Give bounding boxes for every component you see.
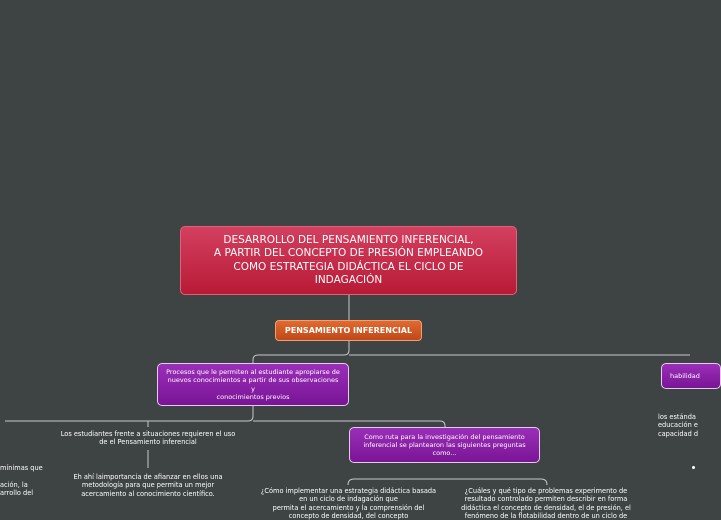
bullet-dot xyxy=(692,466,695,469)
node-importancia[interactable] xyxy=(66,473,230,498)
node-line: Eh ahí laimportancia de afianzar en ellos una xyxy=(73,473,223,481)
node-line: Como ruta para la investigación del pensamiento xyxy=(364,432,525,441)
node-line: fenómeno de la flotabilidad dentro de un ciclo de xyxy=(464,511,628,520)
root-title-line: INDAGACIÓN xyxy=(314,274,383,286)
root-title-line: A PARTIR DEL CONCEPTO DE PRESIÓN EMPLEANDO xyxy=(213,247,484,259)
node-pregunta-1[interactable] xyxy=(256,487,441,520)
node-line: inferencial se plantearon las siguientes preguntas xyxy=(363,440,526,449)
node-label: habilidad xyxy=(670,371,700,380)
node-situaciones[interactable] xyxy=(56,430,240,447)
node-line: acercamiento al conocimiento científico. xyxy=(81,489,215,498)
root-node-title[interactable] xyxy=(180,226,517,295)
node-line: y xyxy=(251,384,255,393)
node-line: ¿Cómo implementar una estrategia didáctica basada xyxy=(260,487,437,495)
node-line: de el Pensamiento inferencial xyxy=(99,438,197,447)
node-line: en un ciclo de indagación que xyxy=(299,495,398,504)
node-ruta-investigacion[interactable] xyxy=(349,427,540,463)
root-title-line: COMO ESTRATEGIA DIDÁCTICA EL CICLO DE xyxy=(233,260,464,273)
node-line: educación e xyxy=(658,421,698,430)
node-line: conocimientos previos xyxy=(216,392,290,401)
node-line: permita el acercamiento y la comprensión del xyxy=(272,503,425,512)
node-line: metodología para que permita un mejor xyxy=(81,481,215,490)
node-habilidades[interactable] xyxy=(661,363,721,389)
node-line: ación, la xyxy=(0,480,28,489)
node-line: Procesos que le permiten al estudiante apropiarse de xyxy=(166,368,340,377)
node-line: Los estudiantes frente a situaciones requieren el uso xyxy=(60,430,236,438)
node-line xyxy=(0,472,43,480)
node-line: concepto de densidad, del concepto xyxy=(288,511,409,520)
node-line: resultado controlado permiten describir en forma xyxy=(464,495,628,504)
node-pensamiento-inferencial[interactable] xyxy=(275,320,422,341)
node-line: como... xyxy=(432,449,457,458)
node-line: mínimas que xyxy=(0,464,43,472)
node-line: nuevos conocimientos a partir de sus observaciones xyxy=(167,376,339,385)
node-label: PENSAMIENTO INFERENCIAL xyxy=(284,326,413,335)
node-line: capacidad d xyxy=(658,429,699,438)
node-line: didáctica el concepto de densidad, el de presión, el xyxy=(461,503,631,512)
node-pregunta-2[interactable] xyxy=(454,487,638,520)
node-line: los estánda xyxy=(658,413,696,421)
root-title-line: DESARROLLO DEL PENSAMIENTO INFERENCIAL, xyxy=(223,233,474,246)
node-left-edge[interactable] xyxy=(0,464,43,497)
node-line: ¿Cuáles y qué tipo de problemas experimento de xyxy=(464,487,628,495)
node-procesos[interactable] xyxy=(157,363,349,406)
node-right-edge[interactable] xyxy=(658,413,698,438)
node-line: arrollo del xyxy=(0,488,34,497)
